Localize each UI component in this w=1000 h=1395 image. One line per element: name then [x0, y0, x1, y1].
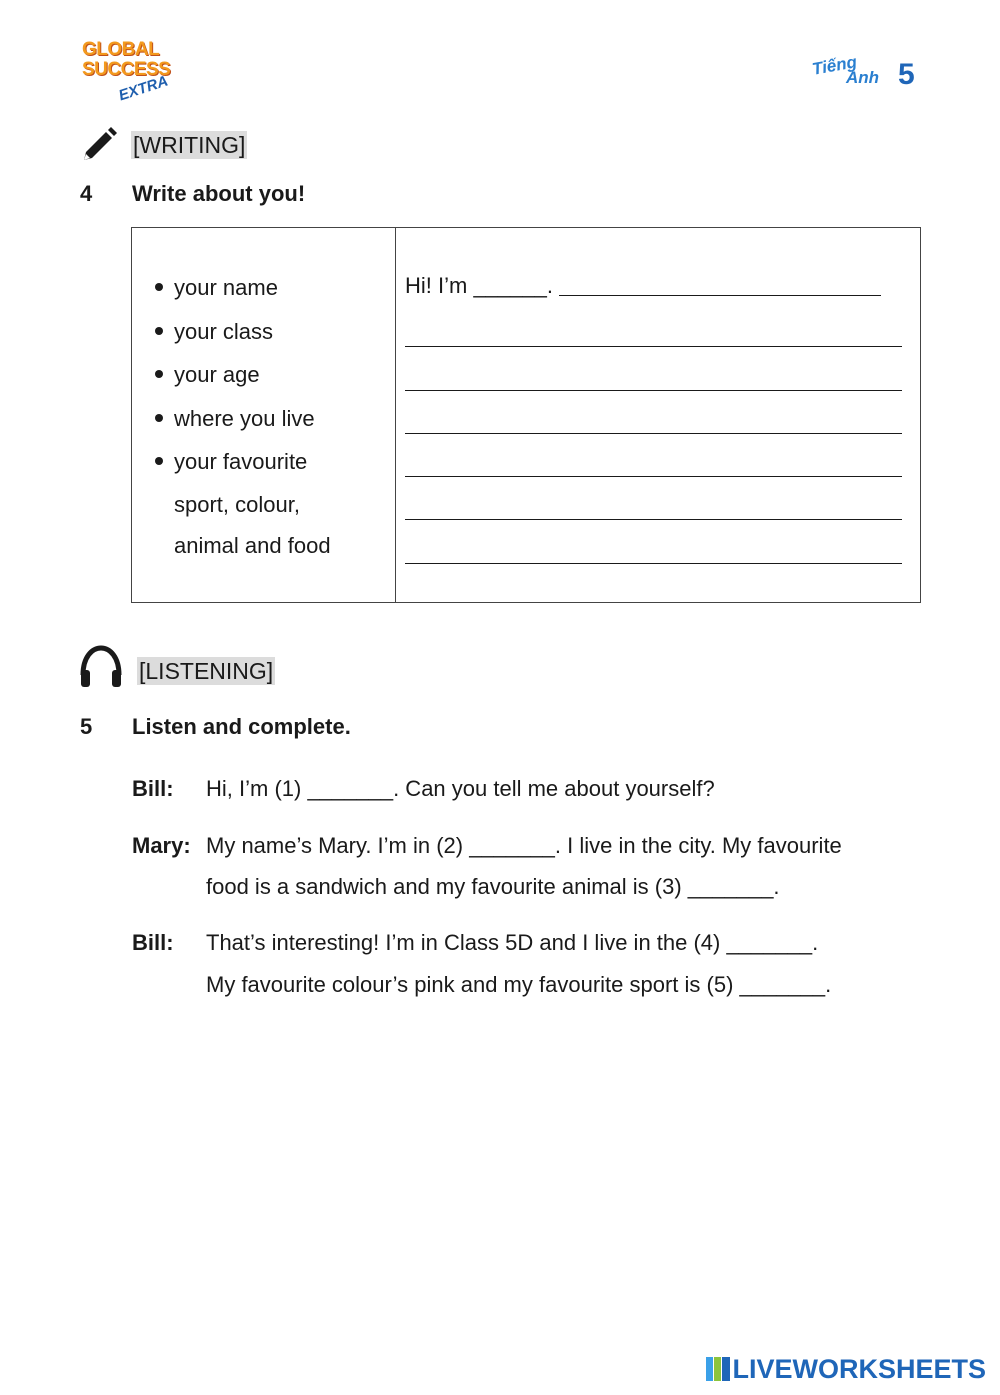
- prompt-text: your age: [174, 362, 260, 387]
- answer-blank[interactable]: [559, 273, 881, 296]
- answer-line[interactable]: [405, 347, 902, 390]
- speaker-label: Mary:: [132, 833, 191, 858]
- writing-section-tag: [WRITING]: [133, 132, 246, 158]
- answer-line[interactable]: [405, 391, 902, 434]
- bullet-icon: [155, 457, 163, 465]
- writing-table: [131, 227, 921, 603]
- bullet-icon: [155, 414, 163, 422]
- logo-line-2: SUCCESS: [82, 59, 171, 80]
- tieng-anh-5-logo: [810, 52, 924, 96]
- list-item: [152, 310, 331, 354]
- speaker-label: Bill:: [132, 776, 174, 801]
- prompt-text: your class: [174, 318, 274, 344]
- table-divider: [395, 228, 396, 602]
- starter-text: Hi! I’m ______.: [405, 273, 553, 298]
- answer-line[interactable]: [405, 520, 902, 563]
- writing-answer-area[interactable]: [405, 268, 905, 564]
- prompt-text: your name: [174, 275, 278, 300]
- logo-line-3: EXTRA: [116, 72, 171, 105]
- dialogue-line: Hi, I’m (1) _______. Can you tell me about yourself?: [206, 776, 715, 801]
- headphones-icon: [78, 645, 124, 689]
- prompt-list: [152, 266, 331, 567]
- global-success-extra-logo: [82, 38, 177, 106]
- dialogue-line: That’s interesting! I’m in Class 5D and I live in the (4) _______.: [206, 930, 819, 955]
- liveworksheets-brand: [706, 1354, 986, 1385]
- answer-line[interactable]: [405, 477, 902, 520]
- list-item: [152, 440, 331, 484]
- answer-line[interactable]: [405, 268, 905, 304]
- question-number-5: 5: [80, 714, 93, 739]
- list-item: [152, 397, 331, 441]
- pencil-icon: [80, 126, 118, 164]
- listening-section-tag: [LISTENING]: [139, 658, 274, 684]
- dialogue-line: food is a sandwich and my favourite animal is (3) _______.: [206, 874, 780, 899]
- dialogue-line: My favourite colour’s pink and my favourite sport is (5) _______.: [206, 972, 832, 997]
- question-number-4: 4: [80, 181, 93, 206]
- prompt-continuation: sport, colour,: [174, 491, 300, 517]
- prompt-continuation: animal and food: [174, 533, 331, 558]
- bullet-icon: [155, 283, 163, 291]
- question-title-4: Write about you!: [132, 181, 306, 206]
- dialogue-line: My name’s Mary. I’m in (2) _______. I live in the city. My favourite: [206, 833, 842, 858]
- bullet-icon: [155, 327, 163, 335]
- brand-text: LIVEWORKSHEETS: [732, 1354, 986, 1384]
- list-item: [152, 353, 331, 397]
- question-title-5: Listen and complete.: [132, 714, 351, 739]
- logo-line-1: GLOBAL: [82, 39, 160, 60]
- bullet-icon: [155, 370, 163, 378]
- answer-line[interactable]: [405, 434, 902, 477]
- answer-line[interactable]: [405, 304, 902, 347]
- speaker-label: Bill:: [132, 930, 174, 955]
- logo-word-2: Anh: [846, 68, 880, 87]
- list-item: [152, 266, 331, 310]
- prompt-text: where you live: [174, 405, 315, 431]
- logo-word-1: Tiếng: [810, 52, 859, 79]
- liveworksheets-logo-icon: [706, 1357, 730, 1381]
- logo-number: 5: [898, 58, 915, 91]
- prompt-text: your favourite: [174, 449, 308, 474]
